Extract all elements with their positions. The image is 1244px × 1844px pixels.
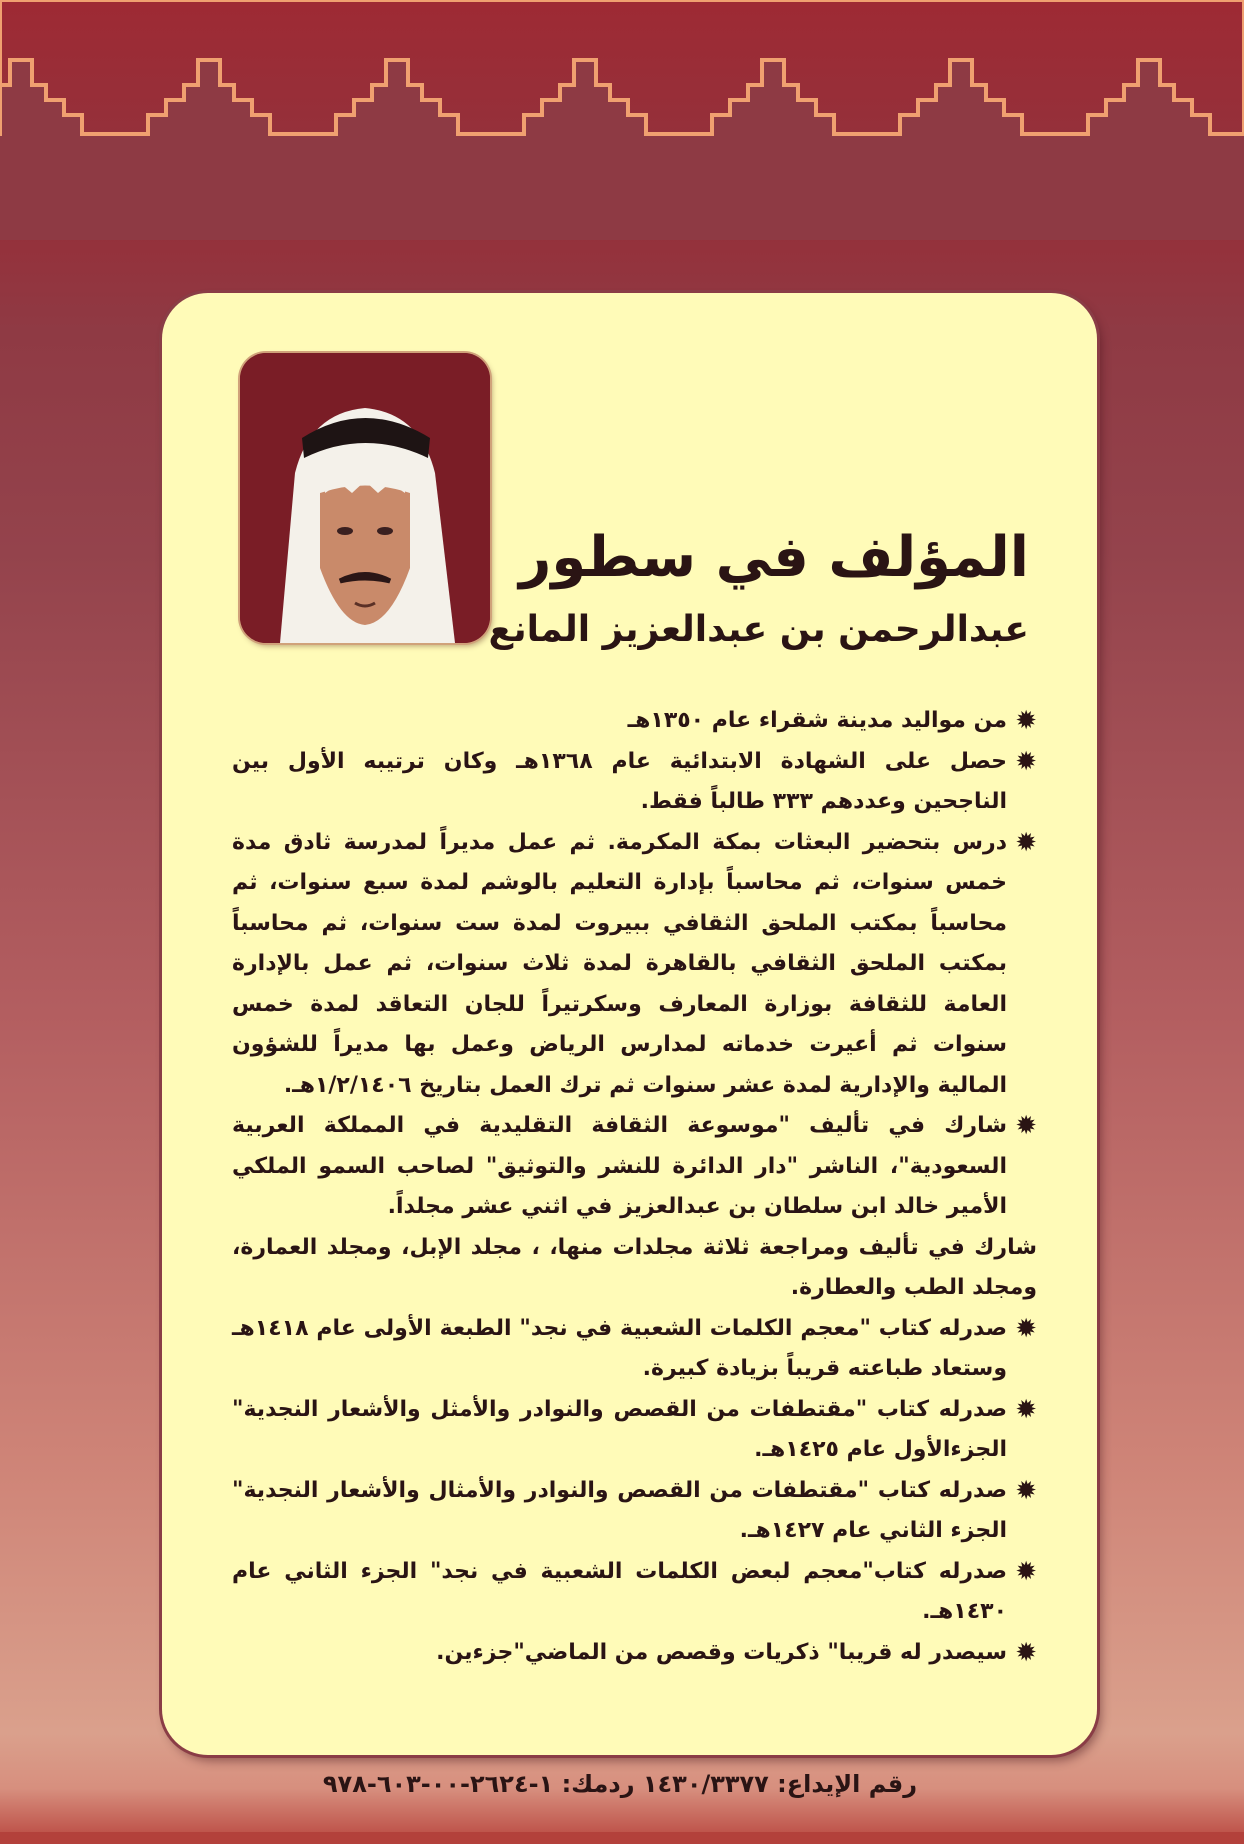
bio-item-text: صدرله كتاب "مقتطفات من القصص والنوادر والأمثال والأشعار النجدية" الجزء الثاني عام ١٤٢٧هـ.	[232, 1477, 1007, 1543]
asterisk-star-icon: ✹	[1015, 1394, 1037, 1425]
bio-item	[232, 701, 1037, 742]
bio-item-text: شارك في تأليف ومراجعة ثلاثة مجلدات منها، ، مجلد الإبل، ومجلد العمارة، ومجلد الطب والعطارة.	[232, 1234, 1037, 1300]
asterisk-star-icon: ✹	[1015, 1475, 1037, 1506]
bottom-border	[0, 1832, 1244, 1844]
bio-item	[232, 742, 1037, 823]
asterisk-star-icon: ✹	[1015, 1313, 1037, 1344]
bio-item	[232, 1633, 1037, 1674]
crenellation-border	[0, 0, 1244, 240]
bio-item-text: شارك في تأليف "موسوعة الثقافة التقليدية في المملكة العربية السعودية"، الناشر "دار الدائرة للنشر والتوثيق" لصاحب السمو الملكي الأمير خالد ابن سلطان بن عبدالعزيز في اثني عشر مجلداً.	[232, 1113, 1007, 1219]
bio-item-text: صدرله كتاب "مقتطفات من القصص والنوادر والأمثل والأشعار النجدية" الجزءالأول عام ١٤٢٥هـ.	[232, 1396, 1007, 1462]
bio-item-text: سيصدر له قريبا" ذكريات وقصص من الماضي"جزءين.	[436, 1639, 1007, 1665]
asterisk-star-icon: ✹	[1015, 746, 1037, 777]
bio-item-text: درس بتحضير البعثات بمكة المكرمة. ثم عمل مديراً لمدرسة ثادق مدة خمس سنوات، ثم محاسباً بإدارة التعليم بالوشم لمدة سبع سنوات، ثم محاسباً بمكتب الملحق الثقافي ببيروت لمدة ست سنوات، ثم محاسباً بمكتب الملحق الثقافي بالقاهرة لمدة ثلاث سنوات، ثم عمل بالإدارة العامة للثقافة بوزارة المعارف وسكرتيراً للجان التعاقد لمدة خمس سنوات ثم أعيرت خدماته لمدارس الرياض وعمل بها مديراً للشؤون المالية والإدارية لمدة عشر سنوات ثم ترك العمل بتاريخ ١/٢/١٤٠٦هـ.	[232, 829, 1007, 1098]
bio-item-text: صدرله كتاب "معجم الكلمات الشعبية في نجد" الطبعة الأولى عام ١٤١٨هـ وستعاد طباعته قريباً بزيادة كبيرة.	[232, 1315, 1007, 1381]
bio-item	[232, 1471, 1037, 1552]
bio-item	[232, 1106, 1037, 1228]
bio-list	[232, 701, 1037, 1673]
asterisk-star-icon: ✹	[1015, 1111, 1037, 1141]
bio-item	[232, 1228, 1037, 1309]
asterisk-star-icon: ✹	[1015, 706, 1037, 736]
author-name: عبدالرحمن بن عبدالعزيز المانع	[488, 609, 1029, 650]
bio-item	[232, 1390, 1037, 1471]
author-bio-card	[162, 293, 1097, 1755]
asterisk-star-icon: ✹	[1015, 1556, 1037, 1587]
bio-item	[232, 1552, 1037, 1633]
bio-item	[232, 1309, 1037, 1390]
author-photo	[240, 353, 490, 643]
bio-item	[232, 823, 1037, 1107]
portrait-image	[240, 353, 490, 643]
asterisk-star-icon: ✹	[1015, 827, 1037, 858]
asterisk-star-icon: ✹	[1015, 1637, 1037, 1668]
bio-item-text: حصل على الشهادة الابتدائية عام ١٣٦٨هـ وكان ترتيبه الأول بين الناجحين وعددهم ٣٣٣ طالباً فقط.	[232, 748, 1007, 814]
deposit-isbn-line: رقم الإيداع: ١٤٣٠/٣٣٧٧ ردمك: ١-٢٦٢٤-٠٠-٦٠٣-٩٧٨	[322, 1770, 918, 1798]
section-title: المؤلف في سطور	[519, 525, 1029, 590]
bio-item-text: صدرله كتاب"معجم لبعض الكلمات الشعبية في نجد" الجزء الثاني عام ١٤٣٠هـ.	[232, 1558, 1007, 1624]
bio-item-text: من مواليد مدينة شقراء عام ١٣٥٠هـ	[627, 708, 1007, 733]
